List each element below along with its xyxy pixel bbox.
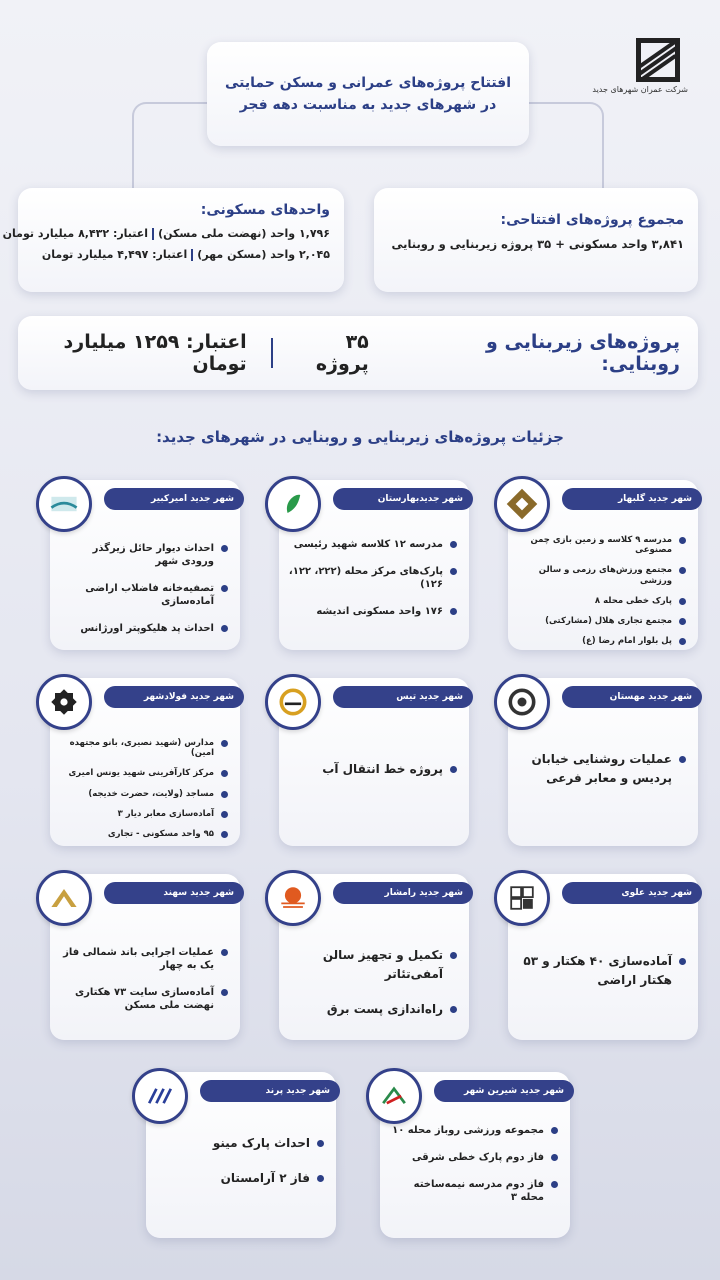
project-item — [516, 636, 686, 646]
city-project-list — [58, 738, 228, 849]
housing-units-line-1-budget: اعتبار: ۸,۴۳۲ میلیارد تومان — [2, 227, 149, 240]
bullet-dot-icon — [317, 1140, 324, 1147]
city-logo-icon — [265, 476, 321, 532]
project-item-text: ۹۵ واحد مسکونی - تجاری — [107, 828, 214, 839]
city-name-badge: شهر جدید پرند — [200, 1080, 340, 1102]
city-card — [508, 678, 698, 846]
housing-units-line-1 — [2, 224, 330, 245]
project-item-text: راه‌اندازی پست برق — [326, 1002, 443, 1017]
city-project-list — [388, 1124, 558, 1218]
project-item-text: پل بلوار امام رضا (ع) — [582, 636, 672, 647]
project-item-text: فاز دوم مدرسه نیمه‌ساخته محله ۳ — [413, 1179, 544, 1203]
project-item-text: مجتمع ورزش‌های رزمی و سالن ورزشی — [538, 565, 672, 586]
city-name-badge: شهر جدید رامشار — [333, 882, 473, 904]
project-item — [58, 738, 228, 758]
city-project-list — [58, 946, 228, 1026]
city-card — [508, 874, 698, 1040]
bullet-dot-icon — [679, 537, 686, 544]
separator — [152, 228, 154, 240]
city-project-list — [516, 535, 686, 656]
city-project-list — [287, 538, 457, 632]
city-card — [146, 1072, 336, 1238]
bullet-dot-icon — [679, 567, 686, 574]
bullet-dot-icon — [551, 1154, 558, 1161]
project-item — [154, 1134, 324, 1153]
housing-units-line-1-count: ۱,۷۹۶ واحد (نهضت ملی مسکن) — [158, 227, 330, 240]
page-title-box — [207, 42, 529, 146]
city-logo-icon — [36, 476, 92, 532]
project-item-text: مساجد (ولایت، حضرت خدیجه) — [88, 788, 214, 799]
city-card — [279, 678, 469, 846]
project-item-text: تصفیه‌خانه فاضلاب اراضی آماده‌سازی — [85, 583, 214, 607]
city-logo-icon — [36, 870, 92, 926]
housing-units-line-2 — [28, 245, 330, 266]
project-item — [58, 789, 228, 799]
project-item-text: مجتمع تجاری هلال (مشارکتی) — [545, 615, 672, 626]
project-item-text: احداث پد هلیکوپتر اورژانس — [80, 623, 214, 634]
project-item — [287, 1000, 457, 1019]
project-item — [516, 952, 686, 990]
total-projects-value: ۳,۸۴۱ واحد مسکونی + ۳۵ پروژه زیربنایی و روبنایی — [391, 237, 684, 251]
project-item — [516, 616, 686, 626]
project-item-text: احداث دیوار حائل زیرگذر ورودی شهر — [92, 543, 214, 567]
city-logo-icon — [36, 674, 92, 730]
company-logo — [592, 38, 688, 110]
project-item-text: عملیات اجرایی باند شمالی فاز یک به چهار — [63, 947, 214, 971]
bullet-dot-icon — [450, 568, 457, 575]
city-logo-icon — [494, 476, 550, 532]
city-name-badge: شهر جدید مهستان — [562, 686, 702, 708]
city-project-list — [287, 760, 457, 795]
project-item — [287, 605, 457, 618]
city-project-list — [287, 946, 457, 1036]
bullet-dot-icon — [450, 766, 457, 773]
city-card — [279, 480, 469, 650]
project-item — [58, 542, 228, 568]
bullet-dot-icon — [450, 608, 457, 615]
infra-projects-count: ۳۵ پروژه — [315, 331, 369, 375]
bullet-dot-icon — [551, 1181, 558, 1188]
bullet-dot-icon — [221, 831, 228, 838]
project-item — [388, 1151, 558, 1164]
infra-projects-label: پروژه‌های زیربنایی و روبنایی: — [486, 331, 680, 375]
city-project-list — [516, 750, 686, 804]
separator — [271, 338, 274, 368]
housing-units-card — [2, 188, 344, 292]
bullet-dot-icon — [221, 625, 228, 632]
infra-projects-budget: اعتبار: ۱۲۵۹ میلیارد تومان — [63, 331, 247, 375]
project-item-text: آماده‌سازی ۴۰ هکتار و ۵۳ هکتار اراضی — [523, 954, 672, 988]
separator — [191, 249, 193, 261]
bullet-dot-icon — [450, 541, 457, 548]
bullet-dot-icon — [221, 740, 228, 747]
project-item — [516, 565, 686, 585]
city-logo-icon — [366, 1068, 422, 1124]
project-item — [516, 535, 686, 555]
details-section-title: جزئیات پروژه‌های زیربنایی و روبنایی در شهرهای جدید: — [156, 428, 564, 446]
company-logo-icon — [636, 38, 680, 82]
bullet-dot-icon — [450, 952, 457, 959]
project-item-text: پروژه خط انتقال آب — [322, 762, 443, 776]
housing-units-line-2-budget: اعتبار: ۴,۴۹۷ میلیارد تومان — [41, 247, 188, 261]
city-name-badge: شهر جدید فولادشهر — [104, 686, 244, 708]
project-item — [58, 768, 228, 778]
project-item — [58, 809, 228, 819]
project-item-text: مدرسه ۱۲ کلاسه شهید رئیسی — [293, 539, 443, 550]
bullet-dot-icon — [221, 770, 228, 777]
project-item-text: فاز ۲ آرامستان — [220, 1171, 310, 1186]
city-card — [279, 874, 469, 1040]
city-name-badge: شهر جدید امیرکبیر — [104, 488, 244, 510]
city-logo-icon — [494, 674, 550, 730]
project-item — [58, 622, 228, 635]
city-card — [508, 480, 698, 650]
project-item — [287, 946, 457, 984]
bullet-dot-icon — [679, 618, 686, 625]
project-item-text: پارک‌های مرکز محله (۲۲۲، ۱۲۲، ۱۲۶) — [288, 566, 443, 590]
bullet-dot-icon — [679, 638, 686, 645]
project-item-text: ۱۷۶ واحد مسکونی اندیشه — [316, 606, 443, 617]
bullet-dot-icon — [221, 791, 228, 798]
project-item-text: آماده‌سازی سایت ۷۳ هکتاری نهضت ملی مسکن — [74, 987, 214, 1011]
bullet-dot-icon — [551, 1127, 558, 1134]
bullet-dot-icon — [679, 598, 686, 605]
connector-line-left — [132, 102, 212, 192]
housing-units-title: واحدهای مسکونی: — [200, 202, 330, 218]
city-name-badge: شهر جدید تیس — [333, 686, 473, 708]
city-name-badge: شهر جدید گلبهار — [562, 488, 702, 510]
city-project-list — [516, 952, 686, 1006]
project-item-text: مجموعه ورزشی روباز محله ۱۰ — [392, 1125, 544, 1136]
bullet-dot-icon — [317, 1175, 324, 1182]
project-item — [58, 829, 228, 839]
project-item-text: مدرسه ۹ کلاسه و زمین بازی چمن مصنوعی — [530, 535, 672, 556]
project-item-text: پارک خطی محله ۸ — [594, 595, 672, 606]
bullet-dot-icon — [221, 949, 228, 956]
page-title-line-2: در شهرهای جدید به مناسبت دهه فجر — [239, 97, 497, 113]
city-name-badge: شهر جدیدبهارستان — [333, 488, 473, 510]
bullet-dot-icon — [221, 811, 228, 818]
city-logo-icon — [494, 870, 550, 926]
city-project-list — [58, 542, 228, 649]
project-item — [287, 760, 457, 779]
project-item — [516, 596, 686, 606]
project-item-text: مدارس (شهید نصیری، بانو مجتهده امین) — [69, 738, 214, 759]
project-item-text: تکمیل و تجهیز سالن آمفی‌تئاتر — [322, 948, 443, 982]
project-item-text: عملیات روشنایی خیابان پردیس و معابر فرعی — [531, 752, 672, 786]
bullet-dot-icon — [450, 1006, 457, 1013]
page-title-line-1: افتتاح پروژه‌های عمرانی و مسکن حمایتی — [225, 74, 512, 91]
project-item — [388, 1124, 558, 1137]
project-item — [58, 946, 228, 972]
city-project-list — [154, 1134, 324, 1204]
project-item — [388, 1178, 558, 1204]
city-logo-icon — [265, 674, 321, 730]
city-card — [50, 678, 240, 846]
bullet-dot-icon — [221, 545, 228, 552]
project-item — [58, 986, 228, 1012]
project-item — [287, 565, 457, 591]
total-projects-title: مجموع پروژه‌های افتتاحی: — [500, 212, 684, 228]
company-logo-text: شرکت عمران شهرهای جدید — [592, 85, 688, 94]
city-card — [50, 480, 240, 650]
city-name-badge: شهر جدید سهند — [104, 882, 244, 904]
city-name-badge: شهر جدید شیرین شهر — [434, 1080, 574, 1102]
city-card — [380, 1072, 570, 1238]
project-item — [154, 1169, 324, 1188]
total-projects-card — [374, 188, 698, 292]
city-logo-icon — [265, 870, 321, 926]
project-item — [516, 750, 686, 788]
project-item-text: احداث پارک مینو — [212, 1136, 310, 1150]
project-item — [58, 582, 228, 608]
project-item — [287, 538, 457, 551]
city-card — [50, 874, 240, 1040]
city-logo-icon — [132, 1068, 188, 1124]
project-item-text: فاز دوم پارک خطی شرقی — [412, 1152, 544, 1163]
city-name-badge: شهر جدید علوی — [562, 882, 702, 904]
bullet-dot-icon — [679, 958, 686, 965]
bullet-dot-icon — [221, 585, 228, 592]
connector-line-right — [524, 102, 604, 192]
bullet-dot-icon — [679, 756, 686, 763]
infra-projects-banner — [18, 316, 698, 390]
bullet-dot-icon — [221, 989, 228, 996]
housing-units-line-2-count: ۲,۰۴۵ واحد (مسکن مهر) — [197, 247, 330, 261]
project-item-text: مرکز کارآفرینی شهید یونس امیری — [68, 768, 214, 779]
project-item-text: آماده‌سازی معابر دیار ۳ — [117, 808, 214, 819]
